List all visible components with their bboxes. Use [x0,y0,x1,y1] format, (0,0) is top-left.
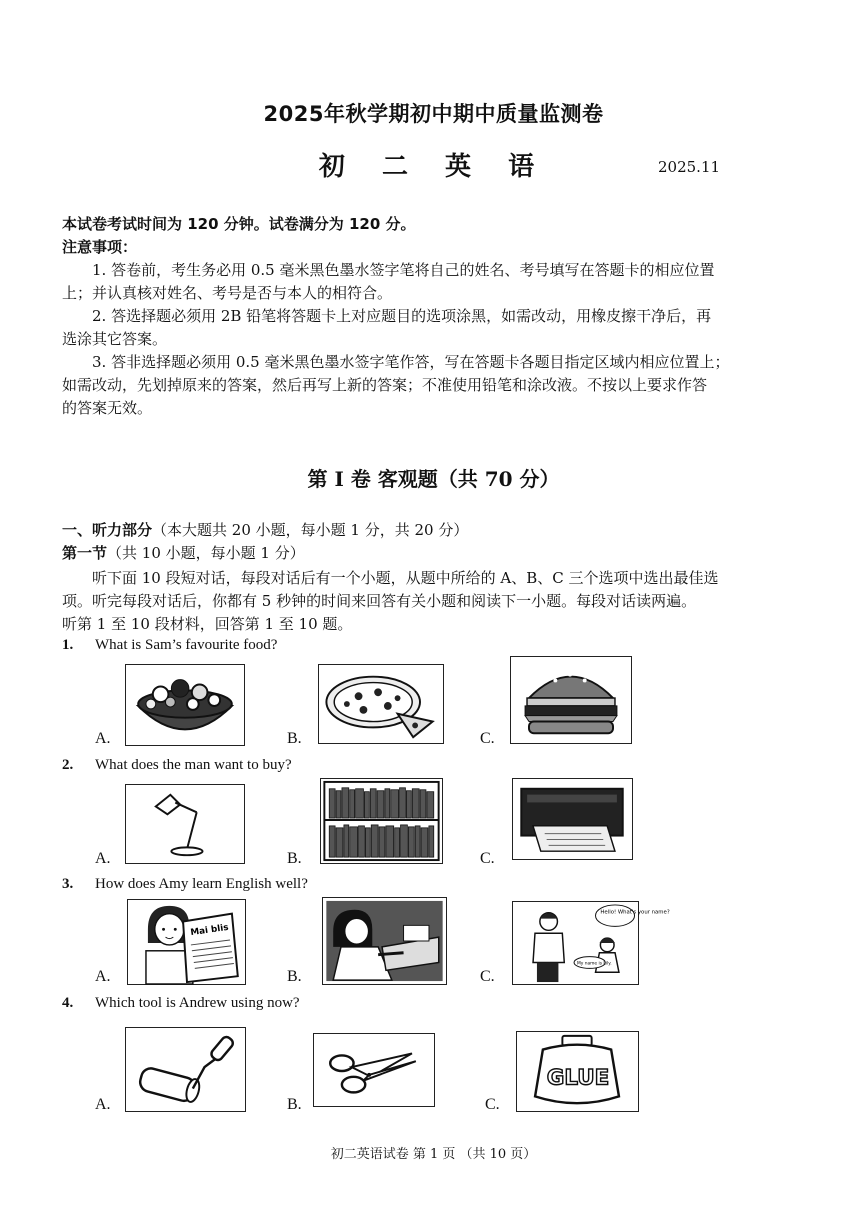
glue-label: GLUE [546,1065,610,1091]
option-label: B. [287,730,302,747]
question-number: 1. [62,637,74,653]
paint-roller-icon [125,1027,246,1112]
speech-bubble-1: Hello! What's your name? [600,909,670,916]
question-text: How does Amy learn English well? [95,876,308,892]
notice-item-2-line-2: 选涂其它答案。 [62,330,168,348]
hamburger-icon [510,656,632,744]
question-text: Which tool is Andrew using now? [95,995,300,1011]
direction-line-3: 听第 1 至 10 段材料，回答第 1 至 10 题。 [62,615,353,633]
option-label: B. [287,850,302,867]
exam-date: 2025.11 [658,158,721,176]
option-label: B. [287,968,302,985]
subject-title: 初 二 英 语 [318,152,549,182]
part-note: （本大题共 20 小题，每小题 1 分，共 20 分） [152,521,469,539]
exam-time-line: 本试卷考试时间为 120 分钟。试卷满分为 120 分。 [62,215,416,233]
option-label: A. [95,850,111,867]
question-number: 4. [62,995,74,1011]
talking-people-icon [512,901,670,985]
option-label: A. [95,1096,111,1113]
question-number: 3. [62,876,74,892]
pizza-icon [318,664,444,744]
notice-item-3-line-1: 3. 答非选择题必须用 0.5 毫米黑色墨水签字笔作答，写在答题卡各题目指定区域内相应位置上； [92,353,730,371]
option-label: C. [480,730,495,747]
option-label: B. [287,1096,302,1113]
salad-icon [125,664,245,746]
notice-item-1-line-1: 1. 答卷前，考生务必用 0.5 毫米黑色墨水签字笔将自己的姓名、考号填写在答题卡的相应位置 [92,261,715,279]
option-label: C. [485,1096,500,1113]
direction-line-2: 项。听完每段对话后，你都有 5 秒钟的时间来回答有关小题和阅读下一小题。每段对话读两遍。 [62,592,697,610]
question-text: What is Sam’s favourite food? [95,637,278,653]
notice-item-2-line-1: 2. 答选择题必须用 2B 铅笔将答题卡上对应题目的选项涂黑，如需改动，用橡皮擦干净后，再 [92,307,712,325]
section-title: 第 I 卷 客观题（共 70 分） [307,467,560,491]
newspaper-headline: Mai blis [189,922,230,939]
speech-bubble-2: My name is Lily. [576,961,612,967]
bookshelf-icon [320,778,443,864]
printer-icon [512,778,633,860]
reading-newspaper-icon [127,899,246,985]
option-label: A. [95,730,111,747]
option-label: C. [480,968,495,985]
writing-girl-icon [322,897,447,985]
page-footer: 初二英语试卷 第 1 页 （共 10 页） [330,1147,537,1162]
part-heading: 一、听力部分 [62,521,153,539]
notice-item-1-line-2: 上；并认真核对姓名、考号是否与本人的相符合。 [62,284,393,302]
option-label: A. [95,968,111,985]
desk-lamp-icon [125,784,245,864]
sub-heading: 第一节 [62,544,108,562]
exam-title: 2025年秋学期初中期中质量监测卷 [263,102,604,126]
option-label: C. [480,850,495,867]
notice-heading: 注意事项： [62,238,138,256]
glue-icon [516,1031,639,1112]
question-text: What does the man want to buy? [95,757,292,773]
sub-note: （共 10 小题，每小题 1 分） [107,544,305,562]
notice-item-3-line-2: 如需改动，先划掉原来的答案，然后再写上新的答案；不准使用铅笔和涂改液。不按以上要求作答 [62,376,708,394]
notice-item-3-line-3: 的答案无效。 [62,399,153,417]
question-number: 2. [62,757,74,773]
scissors-icon [313,1033,435,1107]
direction-line-1: 听下面 10 段短对话，每段对话后有一个小题，从题中所给的 A、B、C 三个选项中选出最佳选 [92,569,719,587]
